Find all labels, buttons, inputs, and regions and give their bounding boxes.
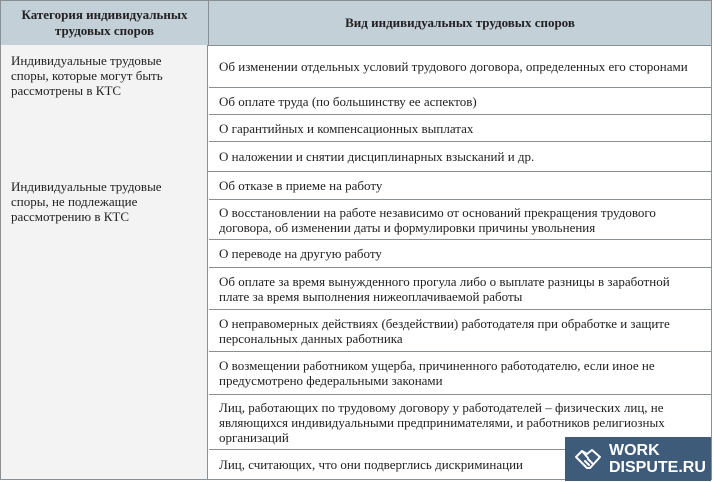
table-row: Лиц, считающих, что они подверглись дискриминации xyxy=(219,457,523,472)
table-row: Об оплате за время вынужденного прогула либо о выплате разницы в заработной плате за время выполнения нижеоплачиваемой работы xyxy=(209,268,711,310)
watermark-line1: WORK xyxy=(609,442,660,459)
table-row: Об оплате труда (по большинству ее аспектов) xyxy=(209,88,711,115)
table-row: О неправомерных действиях (бездействии) работодателя при обработке и защите персональных данных работника xyxy=(209,310,711,352)
table-row: О наложении и снятии дисциплинарных взысканий и др. xyxy=(219,148,535,164)
table-row: О восстановлении на работе независимо от оснований прекращения трудового договора, об изменении даты и формулировки причины увольнения xyxy=(209,200,711,240)
table-group-kts xyxy=(1,45,711,172)
table-row: Об отказе в приеме на работу xyxy=(209,171,711,200)
table-row: О гарантийных и компенсационных выплатах xyxy=(209,115,711,142)
table-group-not-kts xyxy=(1,171,711,479)
table-header xyxy=(1,1,711,46)
category-cell: Индивидуальные трудовые споры, которые могут быть рассмотрены в КТС xyxy=(1,45,208,171)
header-kind: Вид индивидуальных трудовых споров xyxy=(345,15,575,30)
table-row: Об изменении отдельных условий трудового договора, определенных его сторонами xyxy=(209,45,711,88)
workdispute-watermark xyxy=(565,437,711,481)
kinds-list xyxy=(209,45,711,171)
watermark-text xyxy=(609,442,706,476)
table-row: Лиц, работающих по трудовому договору у работодателей – физических лиц, не являющихся индивидуальными предпринимателями, и работников религиозных организаций xyxy=(209,395,711,450)
kinds-list xyxy=(209,171,711,479)
category-cell: Индивидуальные трудовые споры, не подлежащие рассмотрению в КТС xyxy=(1,171,208,479)
watermark-line2: DISPUTE.RU xyxy=(609,459,706,476)
header-category: Категория индивидуальных трудовых споров xyxy=(1,1,209,45)
handshake-icon xyxy=(573,444,603,474)
table-row: О переводе на другую работу xyxy=(209,240,711,268)
table-row: О возмещении работником ущерба, причиненного работодателю, если иное не предусмотрено федеральными законами xyxy=(209,352,711,395)
